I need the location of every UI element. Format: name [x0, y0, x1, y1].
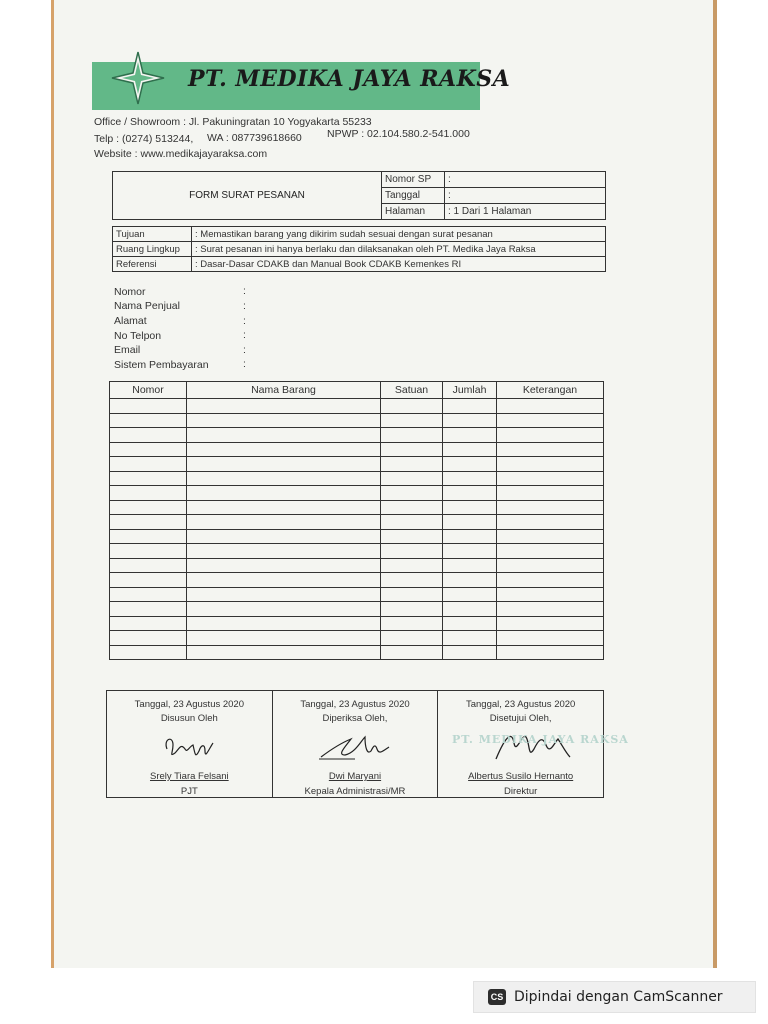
table-row — [110, 457, 604, 472]
items-table — [109, 381, 604, 660]
star-logo-icon — [110, 50, 166, 106]
field-colon: : — [243, 344, 246, 356]
table-cell — [110, 442, 187, 457]
table-cell — [110, 399, 187, 414]
table-row — [110, 645, 604, 660]
table-cell — [443, 471, 497, 486]
table-cell — [187, 544, 381, 559]
camscanner-logo-icon: CS — [488, 989, 506, 1005]
signature-cell — [272, 691, 438, 798]
table-cell — [443, 573, 497, 588]
table-cell — [381, 428, 443, 443]
table-cell — [497, 442, 604, 457]
table-cell — [443, 645, 497, 660]
meta-value: : — [445, 188, 606, 204]
table-cell — [497, 544, 604, 559]
table-cell — [497, 573, 604, 588]
telephone: Telp : (0274) 513244, — [94, 133, 194, 145]
table-cell — [443, 558, 497, 573]
table-cell — [110, 645, 187, 660]
table-row — [110, 616, 604, 631]
table-cell — [187, 457, 381, 472]
table-cell — [443, 399, 497, 414]
signatory-name: Albertus Susilo Hernanto — [468, 771, 574, 782]
company-name: PT. MEDIKA JAYA RAKSA — [188, 66, 511, 92]
field-colon: : — [243, 315, 246, 327]
company-stamp: PT. MEDIKA JAYA RAKSA — [452, 733, 629, 746]
table-cell — [187, 587, 381, 602]
table-cell — [497, 631, 604, 646]
field-label-no-telpon: No Telpon — [114, 330, 162, 342]
column-header: Jumlah — [443, 382, 497, 399]
npwp: NPWP : 02.104.580.2-541.000 — [327, 128, 470, 140]
table-row — [110, 442, 604, 457]
table-row — [110, 515, 604, 530]
table-cell — [381, 500, 443, 515]
table-cell — [381, 544, 443, 559]
table-row — [110, 471, 604, 486]
table-cell — [497, 471, 604, 486]
table-cell — [443, 413, 497, 428]
signatory-position: Direktur — [504, 786, 538, 797]
table-cell — [497, 413, 604, 428]
table-cell — [110, 457, 187, 472]
field-label-alamat: Alamat — [114, 315, 147, 327]
table-cell — [381, 486, 443, 501]
table-cell — [381, 616, 443, 631]
table-cell — [110, 500, 187, 515]
signature-cell — [107, 691, 273, 798]
field-label-nama-penjual: Nama Penjual — [114, 300, 180, 312]
table-cell — [187, 428, 381, 443]
table-row — [110, 428, 604, 443]
table-cell — [443, 529, 497, 544]
signature-date: Tanggal, 23 Agustus 2020 — [300, 699, 410, 710]
info-value: : Dasar-Dasar CDAKB dan Manual Book CDAKB Kemenkes RI — [192, 257, 606, 272]
table-row — [110, 573, 604, 588]
field-colon: : — [243, 300, 246, 312]
table-cell — [187, 631, 381, 646]
column-header: Satuan — [381, 382, 443, 399]
info-label: Ruang Lingkup — [113, 242, 192, 257]
table-cell — [381, 457, 443, 472]
table-row — [110, 399, 604, 414]
whatsapp: WA : 087739618660 — [207, 132, 302, 144]
table-cell — [381, 399, 443, 414]
signatory-name: Dwi Maryani — [328, 771, 382, 782]
table-cell — [443, 515, 497, 530]
table-cell — [443, 587, 497, 602]
table-cell — [381, 515, 443, 530]
camscanner-badge — [473, 981, 756, 1013]
column-header: Nomor — [110, 382, 187, 399]
field-label-nomor: Nomor — [114, 286, 146, 298]
table-cell — [443, 544, 497, 559]
table-cell — [187, 558, 381, 573]
table-cell — [110, 428, 187, 443]
table-cell — [497, 529, 604, 544]
table-row — [110, 544, 604, 559]
meta-label: Nomor SP — [382, 172, 445, 188]
table-cell — [497, 558, 604, 573]
table-cell — [110, 515, 187, 530]
field-label-email: Email — [114, 344, 141, 356]
info-label: Tujuan — [113, 227, 192, 242]
table-cell — [443, 500, 497, 515]
table-cell — [381, 442, 443, 457]
table-cell — [443, 442, 497, 457]
signatory-position: PJT — [180, 786, 198, 797]
table-cell — [110, 413, 187, 428]
table-cell — [110, 631, 187, 646]
signatory-position: Kepala Administrasi/MR — [304, 786, 406, 797]
table-cell — [110, 471, 187, 486]
table-cell — [443, 631, 497, 646]
table-cell — [497, 515, 604, 530]
table-cell — [187, 529, 381, 544]
form-title: FORM SURAT PESANAN — [113, 172, 382, 220]
table-cell — [443, 616, 497, 631]
table-cell — [497, 457, 604, 472]
table-cell — [443, 486, 497, 501]
website: Website : www.medikajayaraksa.com — [94, 148, 268, 160]
form-header-table — [112, 171, 606, 220]
camscanner-text: Dipindai dengan CamScanner — [514, 989, 723, 1005]
items-table-body — [110, 399, 604, 660]
signature-role: Diperiksa Oleh, — [322, 713, 388, 724]
table-cell — [110, 544, 187, 559]
meta-value: : 1 Dari 1 Halaman — [445, 204, 606, 220]
info-label: Referensi — [113, 257, 192, 272]
table-row — [110, 529, 604, 544]
form-info-table — [112, 226, 606, 272]
signatory-name: Srely Tiara Felsani — [149, 771, 229, 782]
table-cell — [187, 616, 381, 631]
table-row — [110, 631, 604, 646]
table-cell — [443, 428, 497, 443]
table-cell — [381, 602, 443, 617]
table-cell — [110, 558, 187, 573]
field-colon: : — [243, 285, 246, 297]
table-cell — [381, 587, 443, 602]
handwritten-signature — [273, 729, 438, 767]
field-label-sistem-pembayaran: Sistem Pembayaran — [114, 359, 209, 371]
column-header: Nama Barang — [187, 382, 381, 399]
table-cell — [187, 573, 381, 588]
table-cell — [497, 428, 604, 443]
table-cell — [497, 500, 604, 515]
column-header: Keterangan — [497, 382, 604, 399]
handwritten-signature — [107, 729, 272, 767]
table-cell — [497, 645, 604, 660]
table-cell — [381, 413, 443, 428]
info-value: : Memastikan barang yang dikirim sudah sesuai dengan surat pesanan — [192, 227, 606, 242]
info-value: : Surat pesanan ini hanya berlaku dan dilaksanakan oleh PT. Medika Jaya Raksa — [192, 242, 606, 257]
table-cell — [381, 558, 443, 573]
table-cell — [110, 486, 187, 501]
table-cell — [187, 515, 381, 530]
table-cell — [187, 399, 381, 414]
table-cell — [187, 442, 381, 457]
table-cell — [443, 457, 497, 472]
table-cell — [443, 602, 497, 617]
table-cell — [187, 471, 381, 486]
office-address: Office / Showroom : Jl. Pakuningratan 10 Yogyakarta 55233 — [94, 116, 372, 128]
table-cell — [110, 602, 187, 617]
table-cell — [497, 399, 604, 414]
table-cell — [110, 573, 187, 588]
table-cell — [497, 616, 604, 631]
page-edge — [51, 0, 54, 968]
table-cell — [187, 500, 381, 515]
table-row — [110, 558, 604, 573]
table-cell — [110, 587, 187, 602]
meta-label: Halaman — [382, 204, 445, 220]
field-colon: : — [243, 358, 246, 370]
table-cell — [110, 529, 187, 544]
table-cell — [497, 587, 604, 602]
table-cell — [497, 602, 604, 617]
signature-role: Disetujui Oleh, — [489, 713, 552, 724]
table-cell — [381, 631, 443, 646]
meta-label: Tanggal — [382, 188, 445, 204]
table-cell — [381, 573, 443, 588]
table-cell — [381, 471, 443, 486]
table-cell — [381, 529, 443, 544]
table-cell — [497, 486, 604, 501]
table-row — [110, 602, 604, 617]
table-cell — [187, 486, 381, 501]
table-row — [110, 587, 604, 602]
signature-date: Tanggal, 23 Agustus 2020 — [134, 699, 244, 710]
table-cell — [187, 645, 381, 660]
table-cell — [381, 645, 443, 660]
table-cell — [110, 616, 187, 631]
table-row — [110, 486, 604, 501]
signature-date: Tanggal, 23 Agustus 2020 — [465, 699, 576, 710]
meta-value: : — [445, 172, 606, 188]
table-cell — [187, 413, 381, 428]
table-cell — [187, 602, 381, 617]
field-colon: : — [243, 329, 246, 341]
signature-role: Disusun Oleh — [160, 713, 218, 724]
table-row — [110, 500, 604, 515]
table-row — [110, 413, 604, 428]
